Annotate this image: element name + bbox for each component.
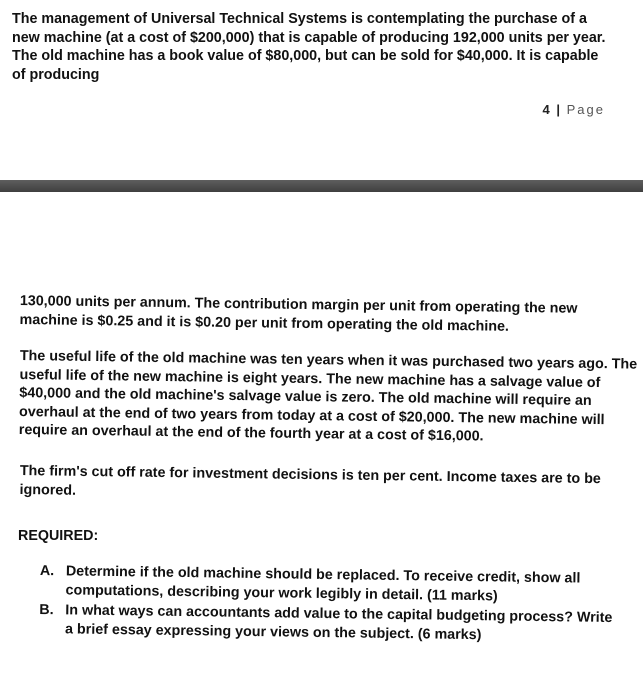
paragraph-cutoff-rate: The firm's cut off rate for investment decisions is ten per cent. Income taxes are to be ignored. <box>19 462 601 499</box>
question-marker: A. <box>39 562 55 580</box>
page-divider <box>0 180 643 192</box>
page-number: 4 <box>542 102 551 117</box>
question-text: In what ways can accountants add value to the capital budgeting process? Write a brief essay expressing your views on the subject. (6 marks) <box>64 602 613 643</box>
page-footer <box>543 102 606 117</box>
page-top-section <box>0 0 643 180</box>
question-item-b <box>39 601 619 646</box>
required-heading: REQUIRED: <box>18 528 99 544</box>
questions-list <box>39 562 620 648</box>
page-label: Page <box>566 102 605 117</box>
question-text: Determine if the old machine should be replaced. To receive credit, show all computations, describing your work legibly in detail. (11 marks) <box>65 563 581 604</box>
intro-paragraph: The management of Universal Technical Systems is contemplating the purchase of a new machine (at a cost of $200,000) that is capable of producing 192,000 units per year. The old machine has a book value of $80,000, but can be sold for $40,000. It is capable of producing <box>12 11 606 83</box>
paragraph-useful-life: The useful life of the old machine was ten years when it was purchased two years ago. The useful life of the new machine is eight years. The new machine has a salvage value of $40,000 and the old machine's salvage value is zero. The old machine will require an overhaul at the end of two years from today at a cost of $20,000. The new machine will require an overhaul at the end of the fourth year at a cost of $16,000. <box>18 347 638 445</box>
question-item-a <box>39 562 619 607</box>
paragraph-production: 130,000 units per annum. The contribution margin per unit from operating the new machine is $0.25 and it is $0.20 per unit from operating the old machine. <box>19 292 578 335</box>
footer-separator: | <box>556 102 561 117</box>
question-marker: B. <box>39 601 54 619</box>
